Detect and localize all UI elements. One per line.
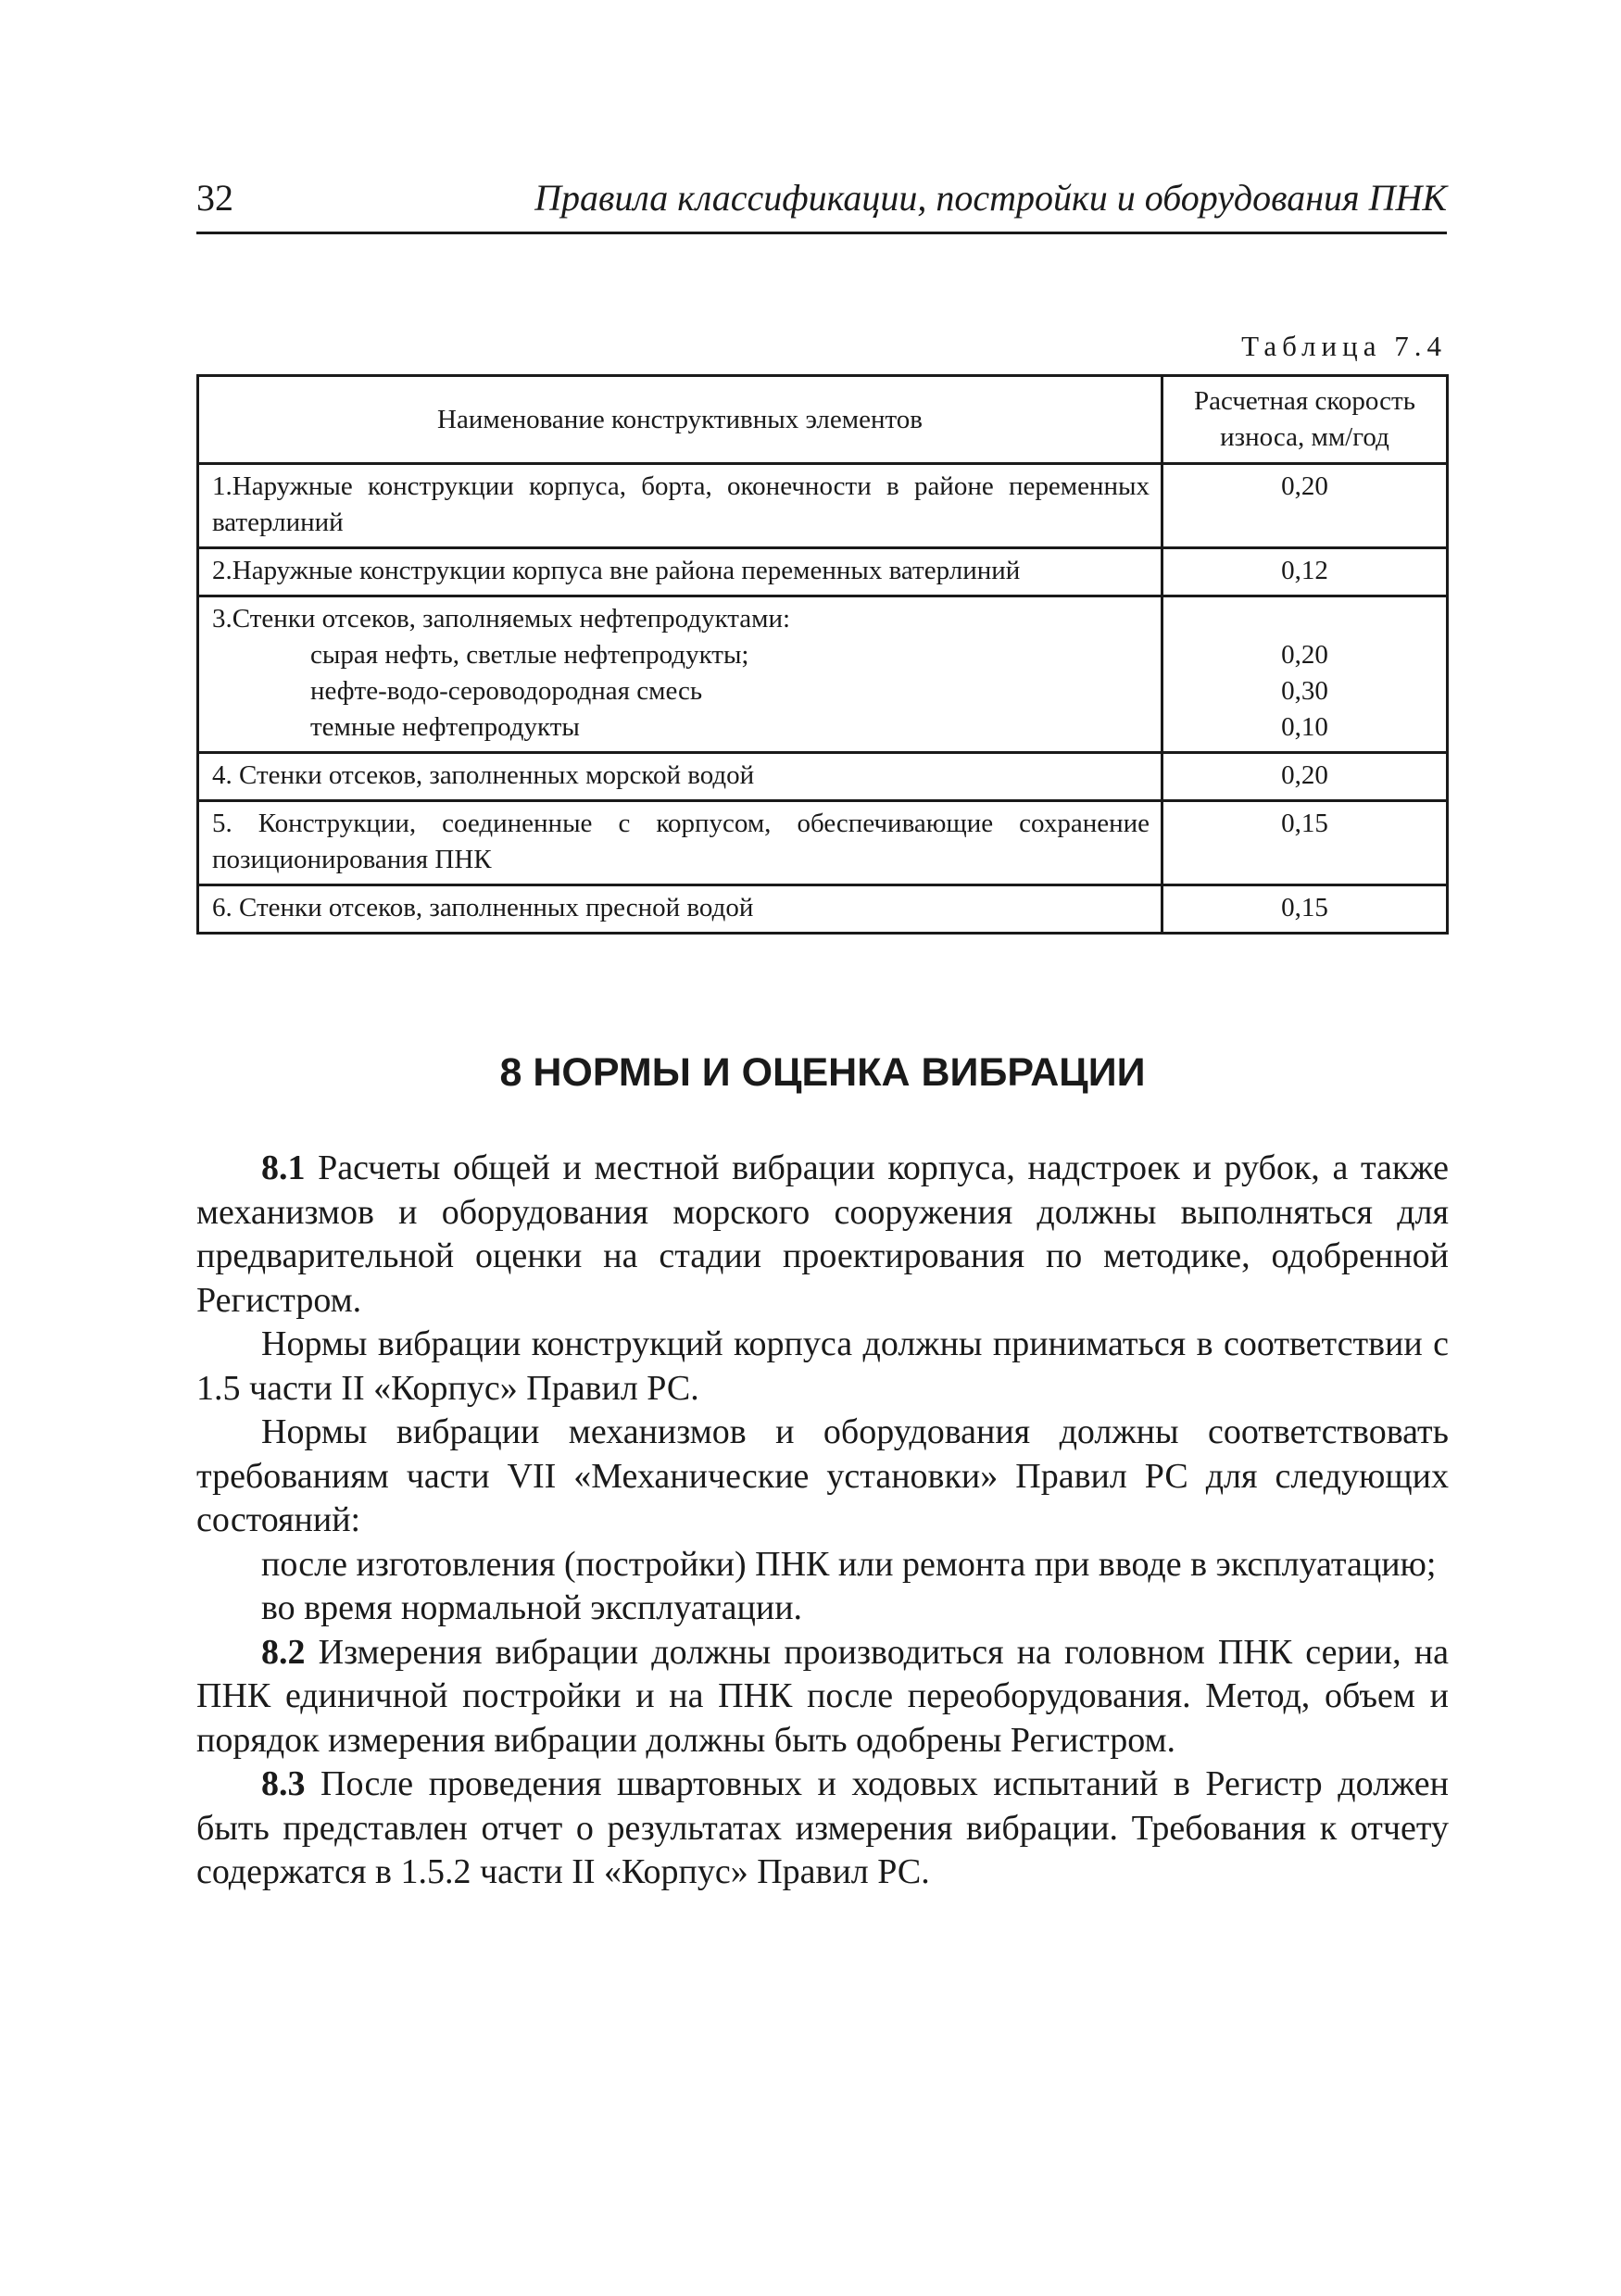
row-value: 0,20 xyxy=(1162,464,1448,548)
page-number: 32 xyxy=(196,177,233,219)
paragraph xyxy=(196,1543,1449,1587)
sub-item-value: 0,10 xyxy=(1281,712,1328,742)
table-row xyxy=(198,464,1448,548)
row-description: 5. Конструкции, соединенные с корпусом, обеспечивающие сохранение позиционирования ПНК xyxy=(198,801,1162,885)
row-value: 0,20 xyxy=(1162,753,1448,801)
row-value: 0,12 xyxy=(1162,548,1448,596)
column-header-rate: Расчетная скорость износа, мм/год xyxy=(1162,376,1448,464)
wear-rate-table xyxy=(196,374,1449,935)
paragraph xyxy=(196,1631,1449,1763)
row-value-group xyxy=(1162,596,1448,753)
paragraph-text: Нормы вибрации механизмов и оборудования должны соответствовать требованиям части VII «Механические установки» Правил РС для следующих состояний: xyxy=(196,1412,1449,1539)
table-row xyxy=(198,753,1448,801)
row-description: 4. Стенки отсеков, заполненных морской водой xyxy=(198,753,1162,801)
paragraph-text: Нормы вибрации конструкций корпуса должны приниматься в соответствии с 1.5 части II «Корпус» Правил РС. xyxy=(196,1324,1449,1408)
section-body xyxy=(196,1147,1449,1895)
sub-item-value: 0,30 xyxy=(1281,676,1328,706)
row-description: 6. Стенки отсеков, заполненных пресной водой xyxy=(198,885,1162,934)
paragraph xyxy=(196,1323,1449,1411)
row-description: 1.Наружные конструкции корпуса, борта, оконечности в районе переменных ватерлиний xyxy=(198,464,1162,548)
sub-item-label: нефте-водо-сероводородная смесь xyxy=(310,676,703,706)
row-value: 0,15 xyxy=(1162,885,1448,934)
row-description: 3.Стенки отсеков, заполняемых нефтепродуктами: xyxy=(212,604,791,634)
sub-item-label: сырая нефть, светлые нефтепродукты; xyxy=(310,640,749,670)
paragraph xyxy=(196,1147,1449,1323)
page-header xyxy=(196,174,1447,234)
paragraph-text: после изготовления (постройки) ПНК или ремонта при вводе в эксплуатацию; xyxy=(261,1544,1437,1584)
table-caption: Таблица 7.4 xyxy=(1241,330,1447,362)
running-title: Правила классификации, постройки и оборудования ПНК xyxy=(534,177,1447,219)
table-row xyxy=(198,801,1448,885)
sub-item-label: темные нефтепродукты xyxy=(310,712,580,742)
paragraph-text: После проведения швартовных и ходовых испытаний в Регистр должен быть представлен отчет о результатах измерения вибрации. Требования к отчету содержатся в 1.5.2 части II «Корпус» Правил РС. xyxy=(196,1764,1449,1891)
paragraph-text: Измерения вибрации должны производиться на головном ПНК серии, на ПНК единичной постройки и на ПНК после переоборудования. Метод, объем и порядок измерения вибрации должны быть одобрены Регистром. xyxy=(196,1632,1449,1760)
sub-item-value: 0,20 xyxy=(1281,640,1328,670)
table-row xyxy=(198,548,1448,596)
section-title: 8 НОРМЫ И ОЦЕНКА ВИБРАЦИИ xyxy=(499,1050,1146,1095)
clause-number: 8.1 xyxy=(261,1148,306,1187)
clause-number: 8.3 xyxy=(261,1764,306,1803)
table-header-row xyxy=(198,376,1448,464)
paragraph-text: во время нормальной эксплуатации. xyxy=(261,1588,803,1627)
row-description: 2.Наружные конструкции корпуса вне района переменных ватерлиний xyxy=(198,548,1162,596)
paragraph xyxy=(196,1587,1449,1631)
paragraph xyxy=(196,1763,1449,1895)
row-value: 0,15 xyxy=(1162,801,1448,885)
table-row xyxy=(198,596,1448,753)
paragraph xyxy=(196,1411,1449,1543)
paragraph-text: Расчеты общей и местной вибрации корпуса, надстроек и рубок, а также механизмов и оборудования морского сооружения должны выполняться для предварительной оценки на стадии проектирования по методике, одобренной Регистром. xyxy=(196,1148,1449,1320)
column-header-name: Наименование конструктивных элементов xyxy=(198,376,1162,464)
row-description-group xyxy=(198,596,1162,753)
table-row xyxy=(198,885,1448,934)
clause-number: 8.2 xyxy=(261,1632,306,1672)
